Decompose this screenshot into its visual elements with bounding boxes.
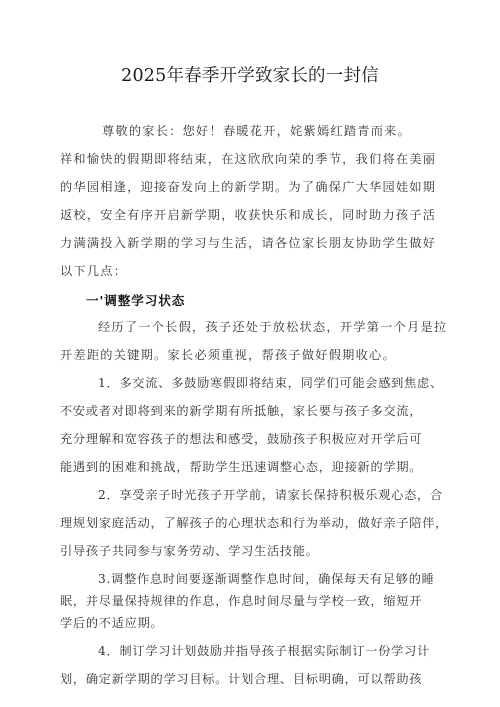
section1-para1-line-2: 开差距的关键期。家长必须重视，帮孩子做好假期收心。 — [60, 348, 396, 362]
item2-line-3: 引导孩子共同参与家务劳动、学习生活技能。 — [60, 544, 319, 558]
intro-line-2: 的华园相逢，迎接奋发向上的新学期。为了确保广大华园娃如期 — [60, 180, 437, 194]
section1-para1-line-1: 经历了一个长假，孩子还处于放松状态，开学第一个月是拉 — [98, 320, 448, 334]
item4-line-1: 4．制订学习计划鼓励并指导孩子根据实际制订一份学习计 — [98, 644, 430, 658]
section-heading-adjust-study: 一'调整学习状态 — [86, 293, 186, 308]
item1-line-1: 1．多交流、多鼓励寒假即将结束，同学们可能会感到焦虑、 — [98, 376, 443, 390]
item3-line-3: 学后的不适应期。 — [60, 616, 164, 630]
item1-line-3: 充分理解和宽容孩子的想法和感受，鼓励孩子积极应对开学后可 — [60, 432, 423, 446]
greeting-line: 尊敬的家长：您好！春暖花开，姹紫嫣红踏青而来。 — [102, 124, 412, 138]
intro-line-5: 以下几点： — [60, 264, 128, 278]
item1-line-2: 不安或者对即将到来的新学期有所抵触，家长要与孩子多交流， — [60, 404, 423, 418]
letter-title: 2025年春季开学致家长的一封信 — [121, 66, 379, 86]
item3-line-2: 眠，并尽量保持规律的作息，作息时间尽量与学校一致，缩短开 — [60, 594, 423, 608]
intro-line-1: 祥和愉快的假期即将结束，在这欣欣向荣的季节，我们将在美丽 — [60, 152, 437, 166]
item2-line-1: 2．享受亲子时光孩子开学前，请家长保持积极乐观心态，合 — [98, 488, 443, 502]
item1-line-4: 能遇到的困难和挑战，帮助学生迅速调整心态，迎接新的学期。 — [60, 460, 423, 474]
item2-line-2: 理规划家庭活动，了解孩子的心理状态和行为举动，做好亲子陪伴， — [60, 516, 449, 530]
item4-line-2: 划，确定新学期的学习目标。计划合理、目标明确，可以帮助孩 — [60, 672, 423, 686]
intro-line-3: 返校，安全有序开启新学期，收获快乐和成长，同时助力孩子活 — [60, 208, 437, 222]
item3-line-1: 3.调整作息时间要逐渐调整作息时间，确保每天有足够的睡 — [98, 572, 435, 586]
intro-line-4: 力满满投入新学期的学习与生活，请各位家长朋友协助学生做好 — [60, 236, 437, 250]
